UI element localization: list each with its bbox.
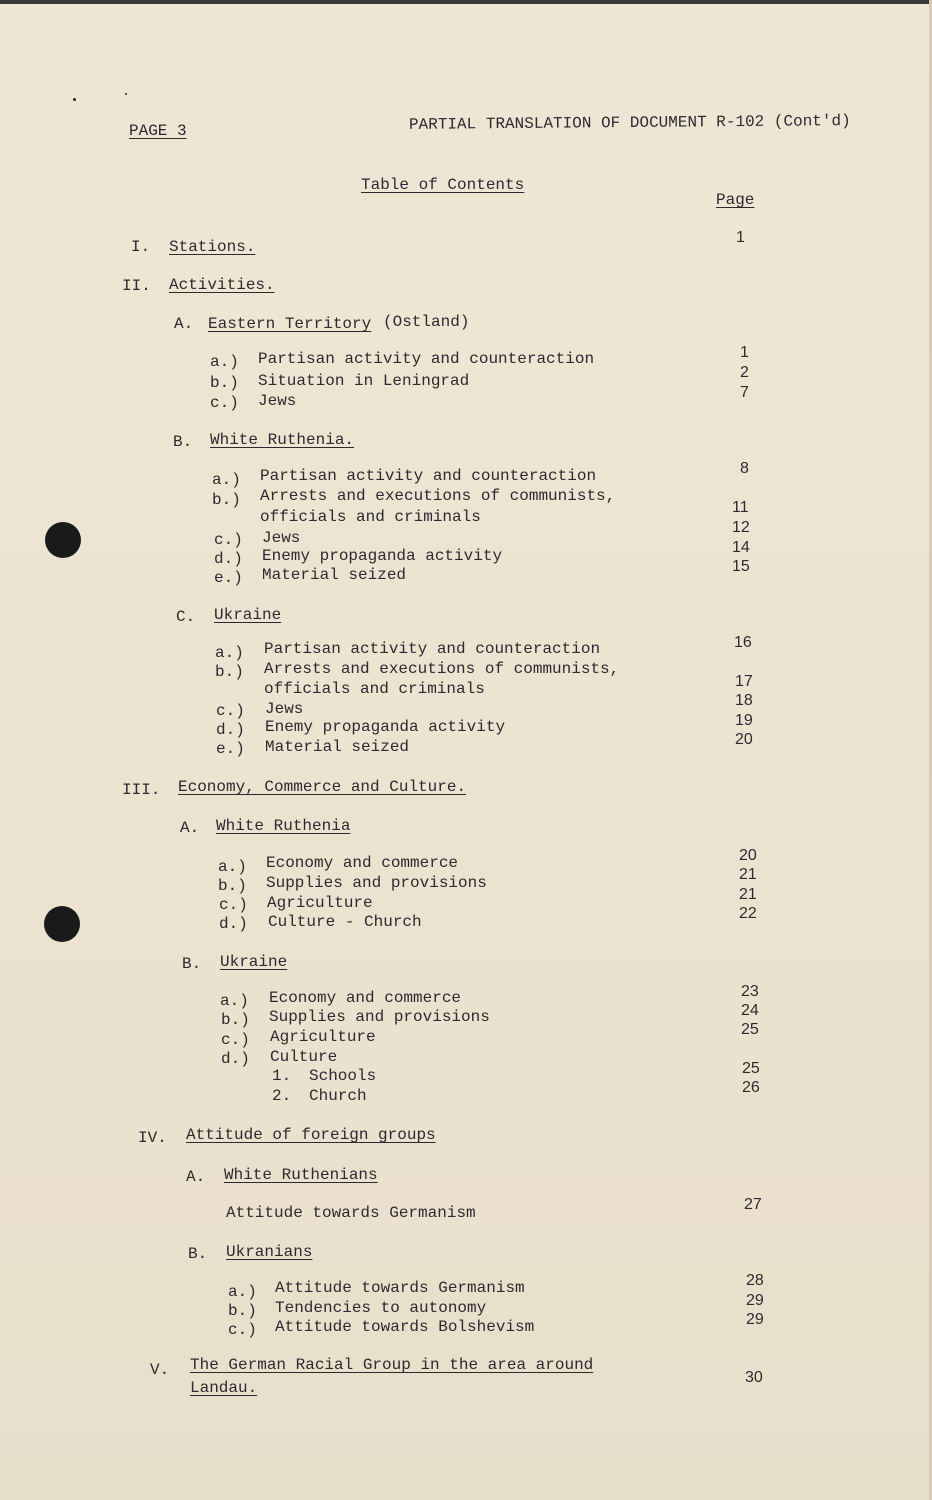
item-text: Attitude towards Germanism xyxy=(226,1204,476,1222)
item-text: Tendencies to autonomy xyxy=(275,1299,487,1317)
item-text: Culture xyxy=(270,1048,338,1066)
item-text-continued: officials and criminals xyxy=(264,680,485,698)
subsection-title-suffix: (Ostland) xyxy=(383,313,470,331)
item-label: a.) xyxy=(228,1283,257,1301)
page-column-header: Page xyxy=(716,191,755,209)
section-title: Activities. xyxy=(169,276,275,294)
sub-item-label: 1. xyxy=(272,1067,292,1085)
item-label: a.) xyxy=(210,353,239,371)
item-label: b.) xyxy=(210,374,239,392)
section-title: Economy, Commerce and Culture. xyxy=(178,778,467,796)
page-number: 27 xyxy=(744,1196,762,1213)
page-number: 20 xyxy=(735,731,753,748)
subsection-label: B. xyxy=(188,1245,208,1263)
page-number: 1 xyxy=(740,344,749,361)
item-text: Supplies and provisions xyxy=(266,874,487,892)
subsection-label: A. xyxy=(174,315,194,333)
page-number: 16 xyxy=(734,634,752,651)
page-number: 24 xyxy=(741,1002,759,1019)
subsection-title: Ukraine xyxy=(214,606,282,624)
item-text: Jews xyxy=(265,700,304,718)
page-number: 21 xyxy=(739,866,757,883)
item-text: Attitude towards Bolshevism xyxy=(275,1318,535,1336)
item-label: b.) xyxy=(215,663,244,681)
item-label: c.) xyxy=(221,1031,250,1049)
item-text: Agriculture xyxy=(270,1028,376,1046)
item-label: b.) xyxy=(212,491,241,509)
page-number: 28 xyxy=(746,1272,764,1289)
item-text: Situation in Leningrad xyxy=(258,372,470,390)
page-number: 2 xyxy=(740,364,749,381)
item-text: Agriculture xyxy=(267,894,373,912)
item-text: Partisan activity and counteraction xyxy=(258,350,595,368)
item-text: Supplies and provisions xyxy=(269,1008,490,1026)
page-number: 25 xyxy=(741,1021,759,1038)
sub-item-label: 2. xyxy=(272,1087,292,1105)
page-number: 29 xyxy=(746,1292,764,1309)
punch-hole-top xyxy=(45,522,81,558)
section-number: V. xyxy=(150,1361,170,1379)
page-number: 25 xyxy=(742,1060,760,1077)
item-label: c.) xyxy=(214,531,243,549)
section-title: Attitude of foreign groups xyxy=(186,1126,436,1144)
item-text: Economy and commerce xyxy=(269,989,462,1007)
item-label: c.) xyxy=(228,1321,257,1339)
item-text: Culture - Church xyxy=(268,913,422,931)
item-label: d.) xyxy=(214,550,243,568)
subsection-title: White Ruthenia. xyxy=(210,431,355,449)
page-number: 11 xyxy=(732,499,749,516)
item-text-continued: officials and criminals xyxy=(260,508,481,526)
item-label: a.) xyxy=(215,644,244,662)
page-number: 1 xyxy=(736,229,745,246)
subsection-label: C. xyxy=(176,608,196,626)
sub-item-text: Schools xyxy=(309,1067,377,1085)
item-label: b.) xyxy=(228,1302,257,1320)
page-number: 18 xyxy=(735,692,753,709)
item-label: c.) xyxy=(219,896,248,914)
item-text: Economy and commerce xyxy=(266,854,459,872)
subsection-title: White Ruthenia xyxy=(216,817,351,835)
page-number: 29 xyxy=(746,1311,764,1328)
page-number: 20 xyxy=(739,847,757,864)
item-label: d.) xyxy=(216,721,245,739)
section-number: IV. xyxy=(138,1129,167,1147)
sub-item-text: Church xyxy=(309,1087,367,1105)
subsection-title: White Ruthenians xyxy=(224,1166,378,1184)
item-label: a.) xyxy=(220,992,249,1010)
subsection-label: A. xyxy=(186,1168,206,1186)
subsection-title: Eastern Territory xyxy=(208,315,372,333)
section-number: III. xyxy=(122,781,161,799)
subsection-label: B. xyxy=(173,433,193,451)
item-text: Enemy propaganda activity xyxy=(262,547,503,565)
page-label: PAGE 3 xyxy=(129,122,187,140)
page-number: 12 xyxy=(732,519,750,536)
scan-top-edge xyxy=(0,0,932,4)
item-label: c.) xyxy=(210,394,239,412)
section-title: The German Racial Group in the area around xyxy=(190,1356,594,1374)
item-text: Partisan activity and counteraction xyxy=(260,467,597,485)
page-number: 14 xyxy=(732,539,750,556)
page-number: 19 xyxy=(735,712,753,729)
item-text: Jews xyxy=(258,392,297,410)
document-title: PARTIAL TRANSLATION OF DOCUMENT R-102 (Cont'd) xyxy=(408,112,851,134)
page-number: 21 xyxy=(739,886,757,903)
item-text: Material seized xyxy=(265,738,410,756)
item-text: Arrests and executions of communists, xyxy=(264,660,620,678)
item-text: Enemy propaganda activity xyxy=(265,718,506,736)
section-number: I. xyxy=(131,238,151,256)
item-label: b.) xyxy=(221,1011,250,1029)
punch-hole-bottom xyxy=(44,906,80,942)
item-text: Partisan activity and counteraction xyxy=(264,640,601,658)
item-text: Arrests and executions of communists, xyxy=(260,487,616,505)
item-text: Attitude towards Germanism xyxy=(275,1279,525,1297)
item-text: Jews xyxy=(262,529,301,547)
item-label: c.) xyxy=(216,702,245,720)
subsection-title: Ukraine xyxy=(220,953,288,971)
page-number: 15 xyxy=(732,558,750,575)
page-number: 26 xyxy=(742,1079,760,1096)
section-number: II. xyxy=(122,277,151,295)
page-number: 23 xyxy=(741,983,759,1000)
toc-title: Table of Contents xyxy=(361,176,525,194)
page-number: 17 xyxy=(735,673,753,690)
speck xyxy=(125,93,127,95)
item-label: a.) xyxy=(212,471,241,489)
page-number: 7 xyxy=(740,384,749,401)
item-text: Material seized xyxy=(262,566,407,584)
subsection-label: A. xyxy=(180,819,200,837)
item-label: d.) xyxy=(219,915,248,933)
item-label: e.) xyxy=(216,740,245,758)
page-number: 8 xyxy=(740,460,749,477)
item-label: b.) xyxy=(218,877,247,895)
section-title: Stations. xyxy=(169,238,256,256)
item-label: d.) xyxy=(221,1050,250,1068)
page-number: 30 xyxy=(745,1369,763,1386)
section-title-continued: Landau. xyxy=(190,1379,258,1397)
item-label: e.) xyxy=(214,569,243,587)
item-label: a.) xyxy=(218,858,247,876)
speck xyxy=(73,98,76,101)
subsection-label: B. xyxy=(182,955,202,973)
subsection-title: Ukranians xyxy=(226,1243,313,1261)
page-number: 22 xyxy=(739,905,757,922)
